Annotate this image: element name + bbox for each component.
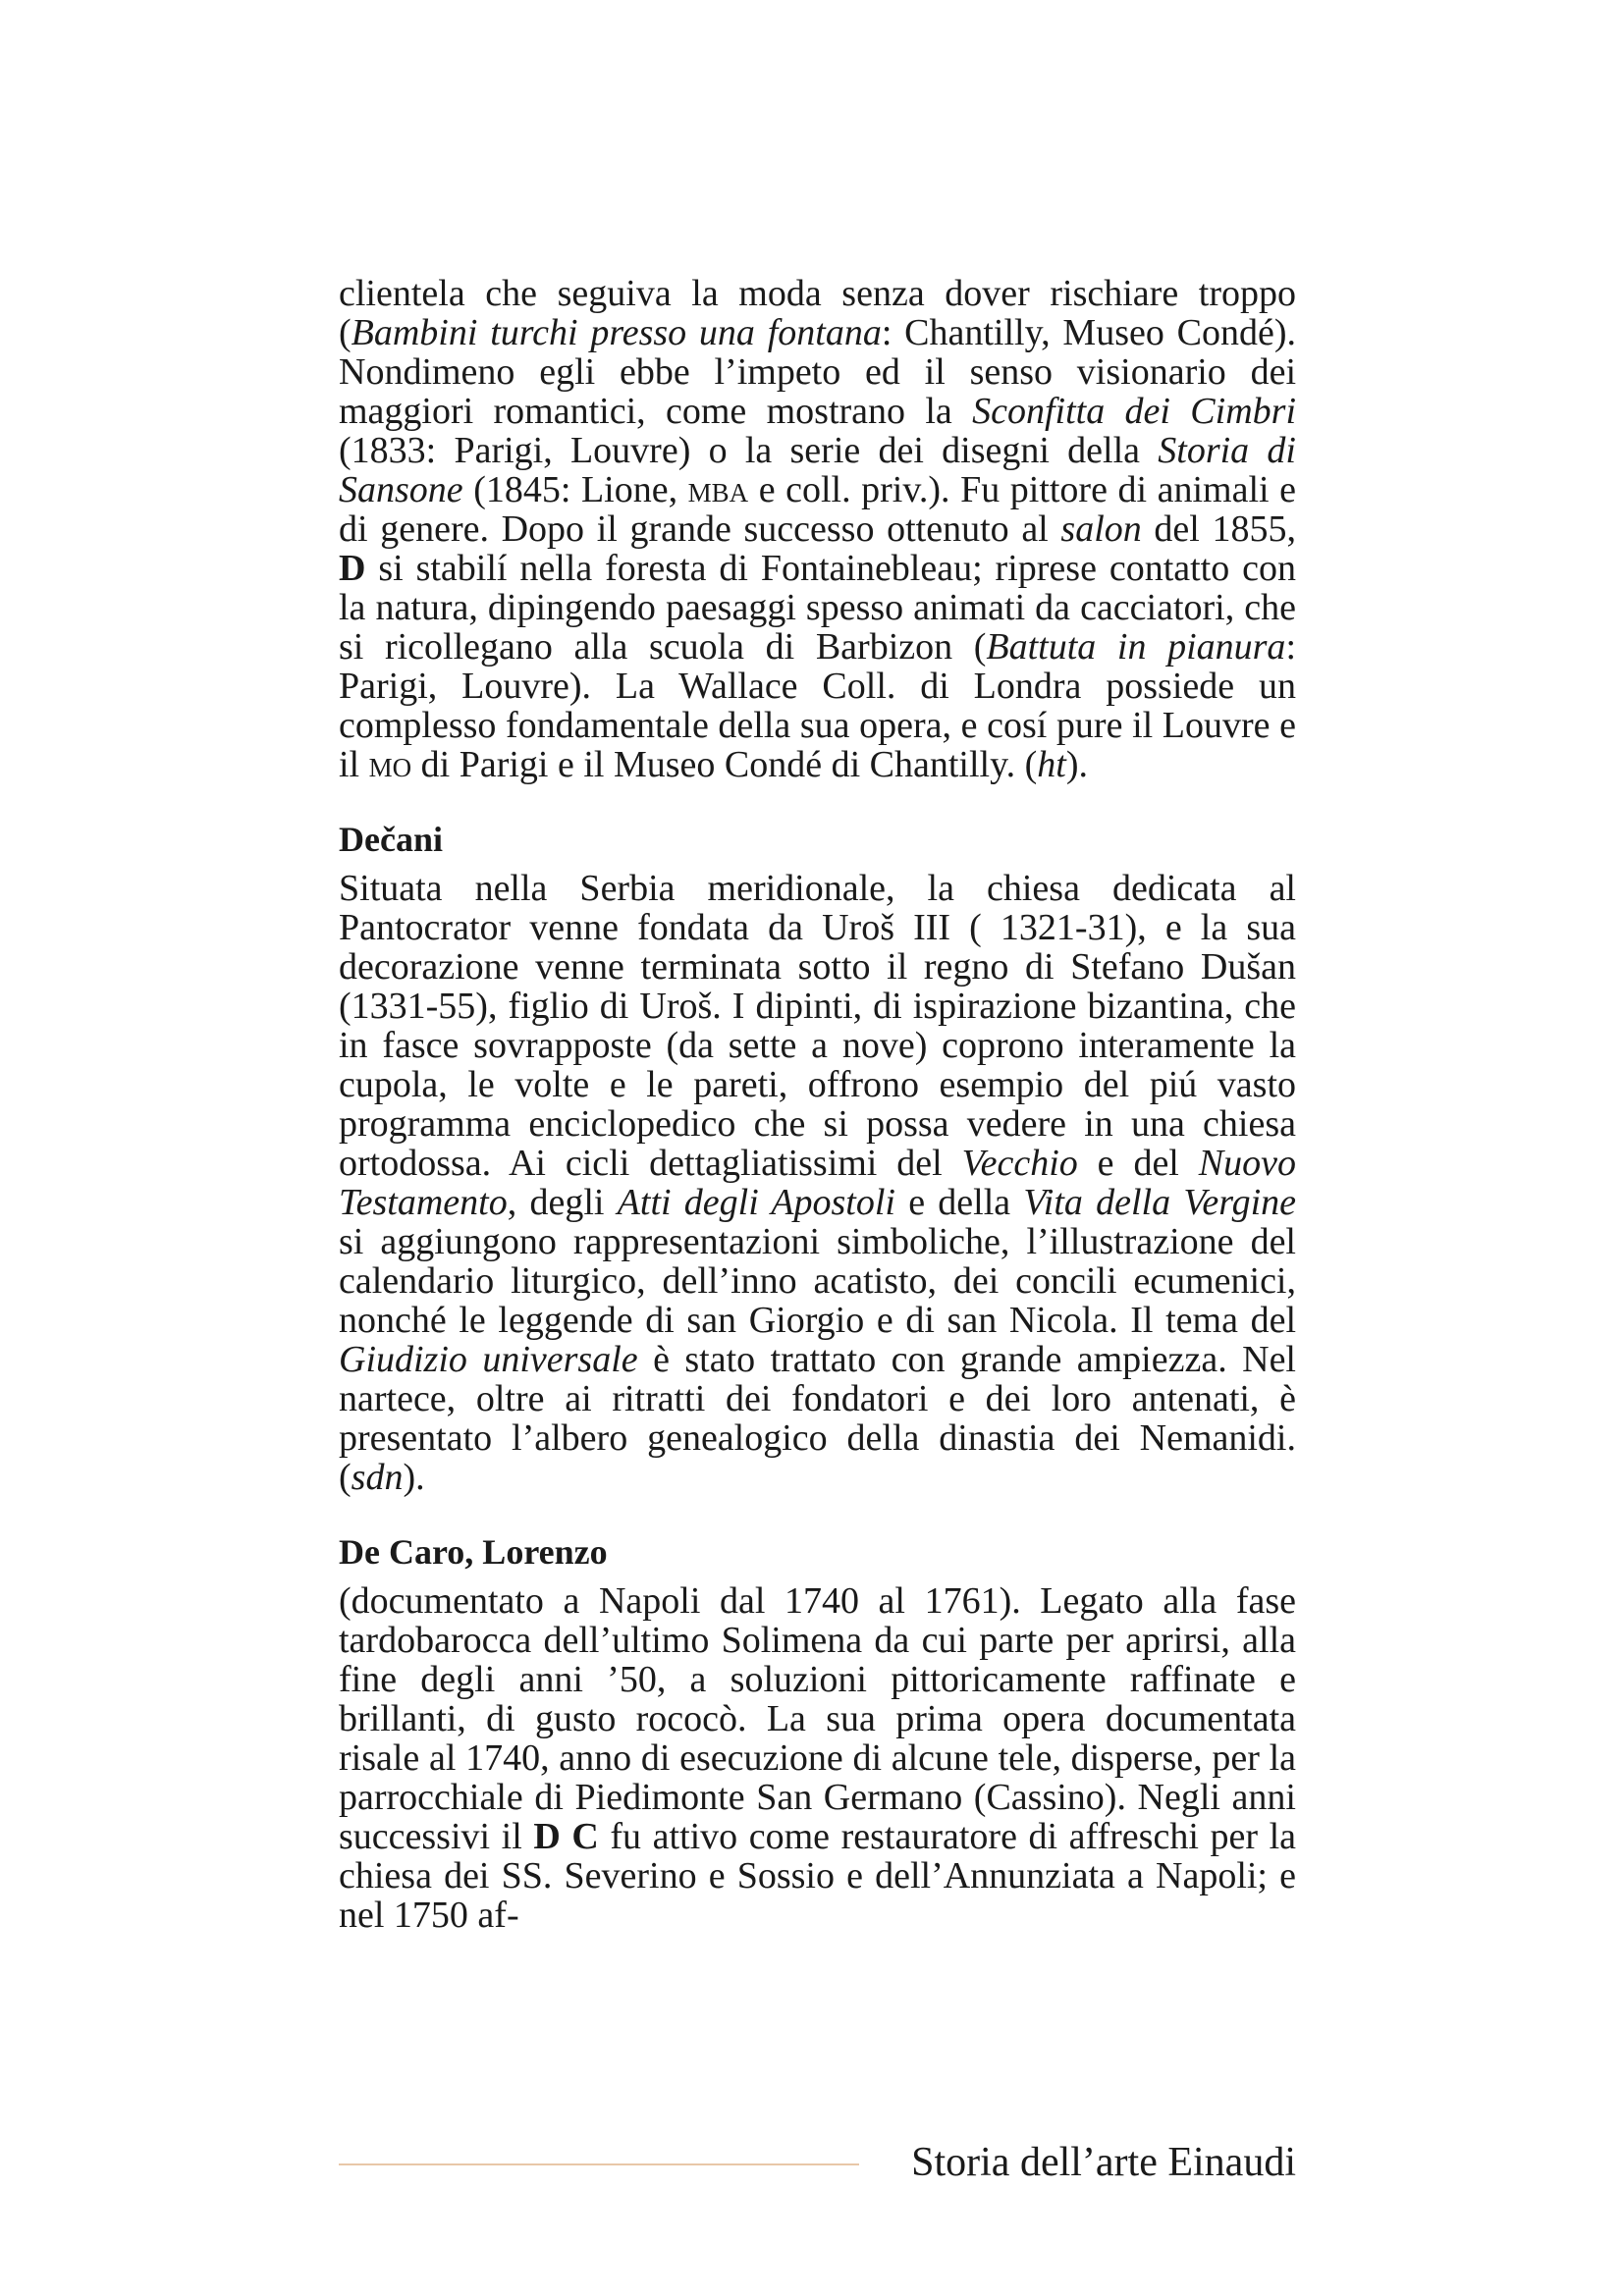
italic-term: salon [1060,508,1142,550]
entry-paragraph-de-caro: (documentato a Napoli dal 1740 al 1761). Legato alla fase tardobarocca dell’ultimo Solimena da cui parte per aprirsi, alla fine degli anni ’50, a soluzioni pittoricamente raffinate e brillanti, di gusto rococò. La sua prima opera documentata risale al 1740, anno di esecuzione di alcune tele, disperse, per la parrocchiale di Piedimonte San Germano (Cassino). Negli anni successivi il D C fu attivo come restauratore di affreschi per la chiesa dei SS. Severino e Sossio e dell’Annunziata a Napoli; e nel 1750 af- [339,1580,1296,1936]
text-column [339,274,1296,1935]
footer-rule [339,2163,859,2165]
entry-continuation-paragraph: clientela che seguiva la moda senza dover rischiare troppo (Bambini turchi presso una fontana: Chantilly, Museo Condé). Nondimeno egli ebbe l’impeto ed il senso visionario dei maggiori romantici, come mostrano la Sconfitta dei Cimbri (1833: Parigi, Louvre) o la serie dei disegni della Storia di Sansone (1845: Lione, mba e coll. priv.). Fu pittore di animali e di genere. Dopo il grande successo ottenuto al salon del 1855, D si stabilí nella foresta di Fontainebleau; riprese contatto con la natura, dipingendo paesaggi spesso animati da cacciatori, che si ricollegano alla scuola di Barbizon (Battuta in pianura: Parigi, Louvre). La Wallace Coll. di Londra possiede un complesso fondamentale della sua opera, e cosí pure il Louvre e il mo di Parigi e il Museo Condé di Chantilly. (ht). [339,273,1297,785]
entry-spacer [339,1497,1296,1532]
entry-spacer [339,784,1296,820]
subject-initials: D C [533,1816,599,1857]
entry-heading-de-caro: De Caro, Lorenzo [339,1532,608,1572]
artwork-title: Bambini turchi presso una fontana [351,312,882,353]
artwork-title: Storia di Sansone [339,430,1296,510]
author-initials: ht [1037,744,1066,785]
artwork-title: Atti degli Apostoli [617,1182,895,1223]
museum-abbreviation: mba [687,469,749,510]
artwork-title: Giudizio universale [339,1339,638,1380]
artwork-title: Vita della Vergine [1023,1182,1297,1223]
author-initials: sdn [351,1457,404,1498]
museum-abbreviation: mo [368,744,412,785]
entry-heading-decani: Dečani [339,820,443,859]
artwork-title: Nuovo Testamento [339,1143,1296,1223]
artwork-title: Sconfitta dei Cimbri [972,391,1297,432]
artwork-title: Battuta in pianura [986,626,1286,667]
entry-paragraph-decani: Situata nella Serbia meridionale, la chiesa dedicata al Pantocrator venne fondata da Uroš III ( 1321-31), e la sua decorazione venne terminata sotto il regno di Stefano Dušan (1331-55), figlio di Uroš. I dipinti, di ispirazione bizantina, che in fasce sovrapposte (da sette a nove) coprono interamente la cupola, le volte e le pareti, offrono esempio del piú vasto programma enciclopedico che si possa vedere in una chiesa ortodossa. Ai cicli dettagliatissimi del Vecchio e del Nuovo Testamento, degli Atti degli Apostoli e della Vita della Vergine si aggiungono rappresentazioni simboliche, l’illustrazione del calendario liturgico, dell’inno acatisto, dei concili ecumenici, nonché le leggende di san Giorgio e di san Nicola. Il tema del Giudizio universale è stato trattato con grande ampiezza. Nel nartece, oltre ai ritratti dei fondatori e dei loro antenati, è presentato l’albero genealogico della dinastia dei Nemanidi. (sdn). [339,868,1297,1498]
footer-title: Storia dell’arte Einaudi [911,2140,1296,2185]
subject-initial: D [339,548,366,589]
artwork-title: Vecchio [961,1143,1078,1184]
